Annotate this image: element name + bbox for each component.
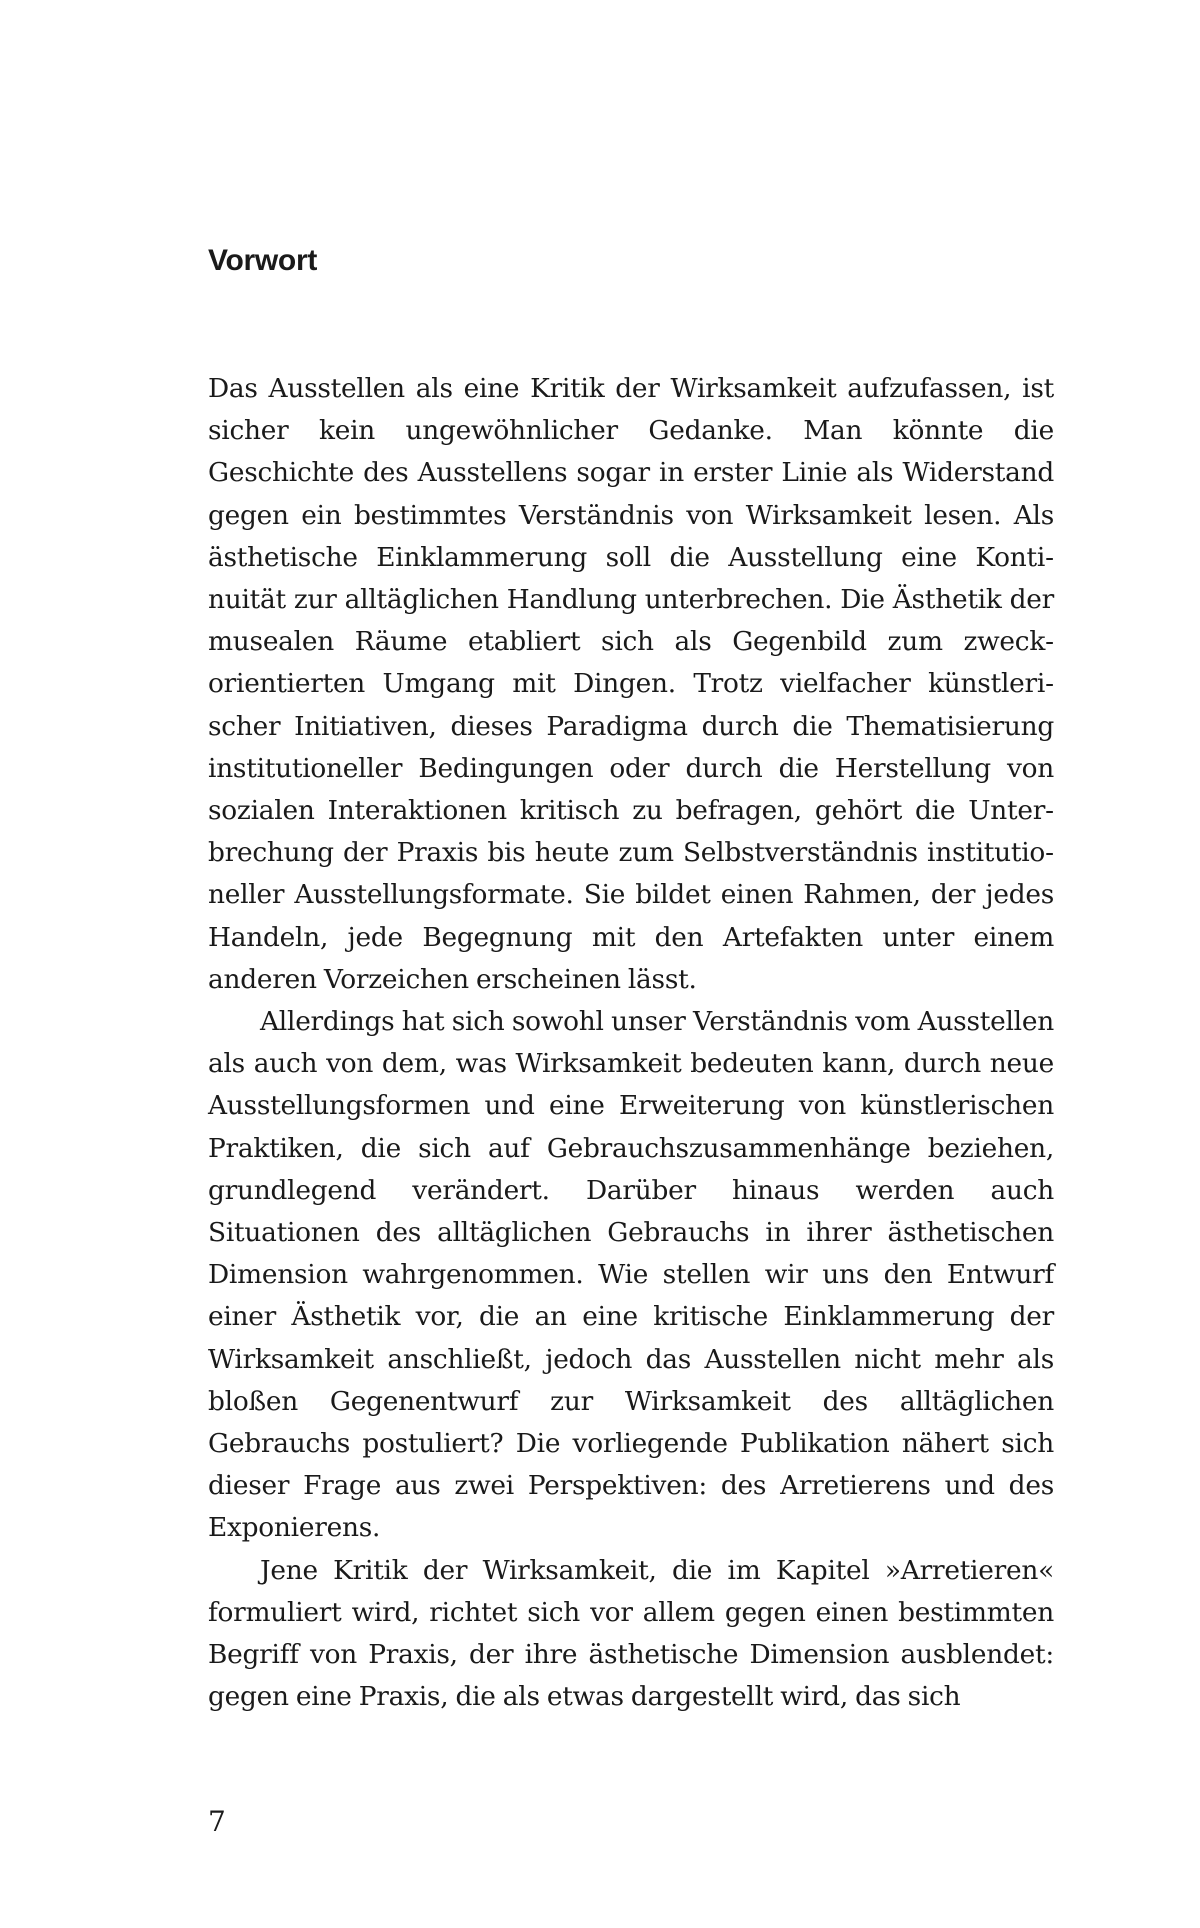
body-text: [208, 368, 1054, 1719]
chapter-heading: Vorwort: [208, 244, 318, 277]
paragraph: Das Ausstellen als eine Kritik der Wirksamkeit aufzufassen, ist sicher kein ungewöhnlicher Gedanke. Man könnte die Geschichte des Ausstellens sogar in erster Linie als Widerstand gegen ein bestimmtes Verständnis von Wirksamkeit lesen. Als ästhetische Einklammerung soll die Ausstellung eine Kontinuität zur alltäglichen Handlung unterbrechen. Die Ästhetik der musealen Räume etabliert sich als Gegenbild zum zweckorientierten Umgang mit Dingen. Trotz vielfacher künstlerischer Initiativen, dieses Paradigma durch die Thematisierung institutioneller Bedingungen oder durch die Herstellung von sozialen Interaktionen kritisch zu befragen, gehört die Unterbrechung der Praxis bis heute zum Selbstverständnis institutioneller Ausstellungsformate. Sie bildet einen Rahmen, der jedes Handeln, jede Begegnung mit den Artefakten unter einem anderen Vorzeichen erscheinen lässt.: [208, 373, 1054, 995]
paragraph: Jene Kritik der Wirksamkeit, die im Kapitel »Arretieren« formuliert wird, richtet sich vor allem gegen einen bestimmten Begriff von Praxis, der ihre ästhetische Dimension ausblendet: gegen eine Praxis, die als etwas dargestellt wird, das sich: [208, 1554, 1054, 1713]
page-number: 7: [208, 1805, 226, 1838]
paragraph: Allerdings hat sich sowohl unser Verständnis vom Ausstellen als auch von dem, was Wirksamkeit bedeuten kann, durch neue Ausstellungsformen und eine Erweiterung von künstlerischen Praktiken, die sich auf Gebrauchszusammenhänge beziehen, grundlegend verändert. Darüber hinaus werden auch Situationen des alltäglichen Gebrauchs in ihrer ästhetischen Dimension wahrgenommen. Wie stellen wir uns den Entwurf einer Ästhetik vor, die an eine kritische Einklammerung der Wirksamkeit anschließt, jedoch das Ausstellen nicht mehr als bloßen Gegenentwurf zur Wirksamkeit des alltäglichen Gebrauchs postuliert? Die vorliegende Publikation nähert sich dieser Frage aus zwei Perspektiven: des Arretierens und des Exponierens.: [208, 1006, 1054, 1544]
